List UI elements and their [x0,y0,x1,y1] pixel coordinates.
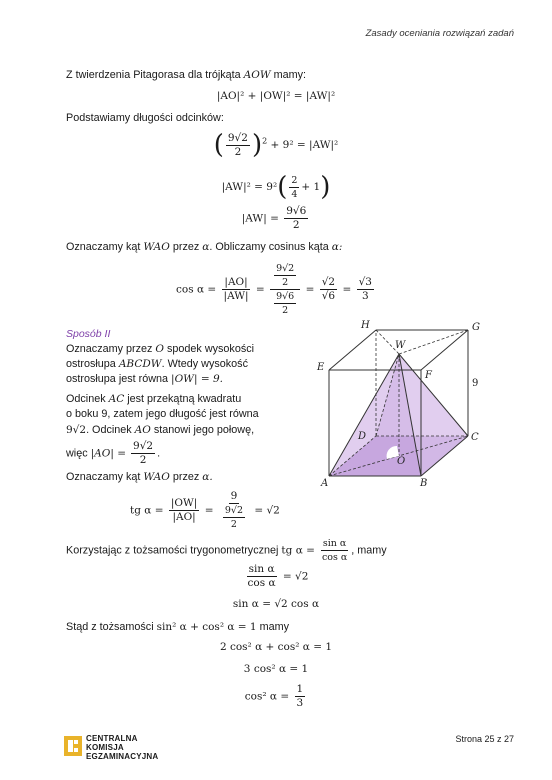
equation-aw: |AW| = $\frac{9√6}{2}$ [241,205,307,231]
header-title: Zasady oceniania rozwiązań zadań [365,28,514,39]
label-b: B [420,478,428,489]
method-line-6: 9√2. Odcinek AO stanowi jego połowę, [66,424,255,436]
method-line-8: Oznaczamy kąt WAO przez α. [66,471,213,483]
method-line-7: więc |AO| = $\frac{9√2}{2}$ . [66,440,161,466]
method-heading: Sposób II [66,328,111,340]
method-line-4: Odcinek AC jest przekątną kwadratu [66,393,242,405]
equation-2cos: 2 cos² α + cos² α = 1 [219,641,333,653]
method-line-1: Oznaczamy przez O spodek wysokości [66,343,255,355]
equation-cosine: cos α = $\frac{|AO|}{|AW|}$ = $\frac{\frac{9√2}{2}}{\frac{9√6}{2}}$ = $\frac{√2}{√6}$ = $\frac{√3}{3}$ [176,263,372,316]
equation-tangent: tg α = $\frac{|OW|}{|AO|}$ = $\frac{9}{\frac{9√2}{2}}$ = √2 [130,490,280,530]
text-line-pythagorean-identity: Stąd z tożsamości sin² α + cos² α = 1 mamy [66,621,290,633]
label-h: H [361,320,370,331]
method-line-3: ostrosłupa jest równa |OW| = 9. [66,373,223,385]
label-a: A [321,478,329,489]
organization-name: CENTRALNA KOMISJA EGZAMINACYJNA [86,734,159,761]
equation-sin-over-cos: $\frac{\text{sin α}}{\text{cos α}}$ = √2 [247,563,309,589]
text-line-pythagoras: Z twierdzenia Pitagorasa dla trójkąta AOW mamy: [66,69,307,81]
label-f: F [425,370,432,381]
method-line-2: ostrosłupa ABCDW. Wtedy wysokość [66,358,248,370]
equation-sin-cos: sin α = √2 cos α [232,598,320,610]
label-c: C [471,432,479,443]
text-line-angle: Oznaczamy kąt WAO przez α. Obliczamy cosinus kąta α: [66,241,343,253]
equation-pythagoras: |AO|² + |OW|² = |AW|² [216,90,336,102]
equation-aw-squared: |AW|² = 9²( $\frac{2}{4}$ + 1) [221,172,331,202]
label-o: O [397,456,406,467]
label-d: D [358,431,367,442]
method-line-5: o boku 9, zatem jego długość jest równa [66,408,259,420]
equation-3cos: 3 cos² α = 1 [243,663,309,675]
text-line-substitute: Podstawiamy długości odcinków: [66,112,224,124]
equation-cos-squared: cos² α = $\frac{1}{3}$ [244,683,304,709]
text-line-identity: Korzystając z tożsamości trygonometrycznej tg α = $\frac{\text{sin α}}{\text{cos α}}$ , mamy [66,538,387,563]
page-number: Strona 25 z 27 [455,734,514,744]
cube-pyramid-figure [305,318,505,493]
label-w: W [395,340,406,351]
label-g: G [472,322,480,333]
equation-substitution: ( $\frac{9√2}{2}$ )$^2$ + 9² = |AW|² [213,130,339,160]
cke-logo-icon [64,736,82,756]
label-e: E [317,362,325,373]
label-side-9: 9 [472,378,479,389]
